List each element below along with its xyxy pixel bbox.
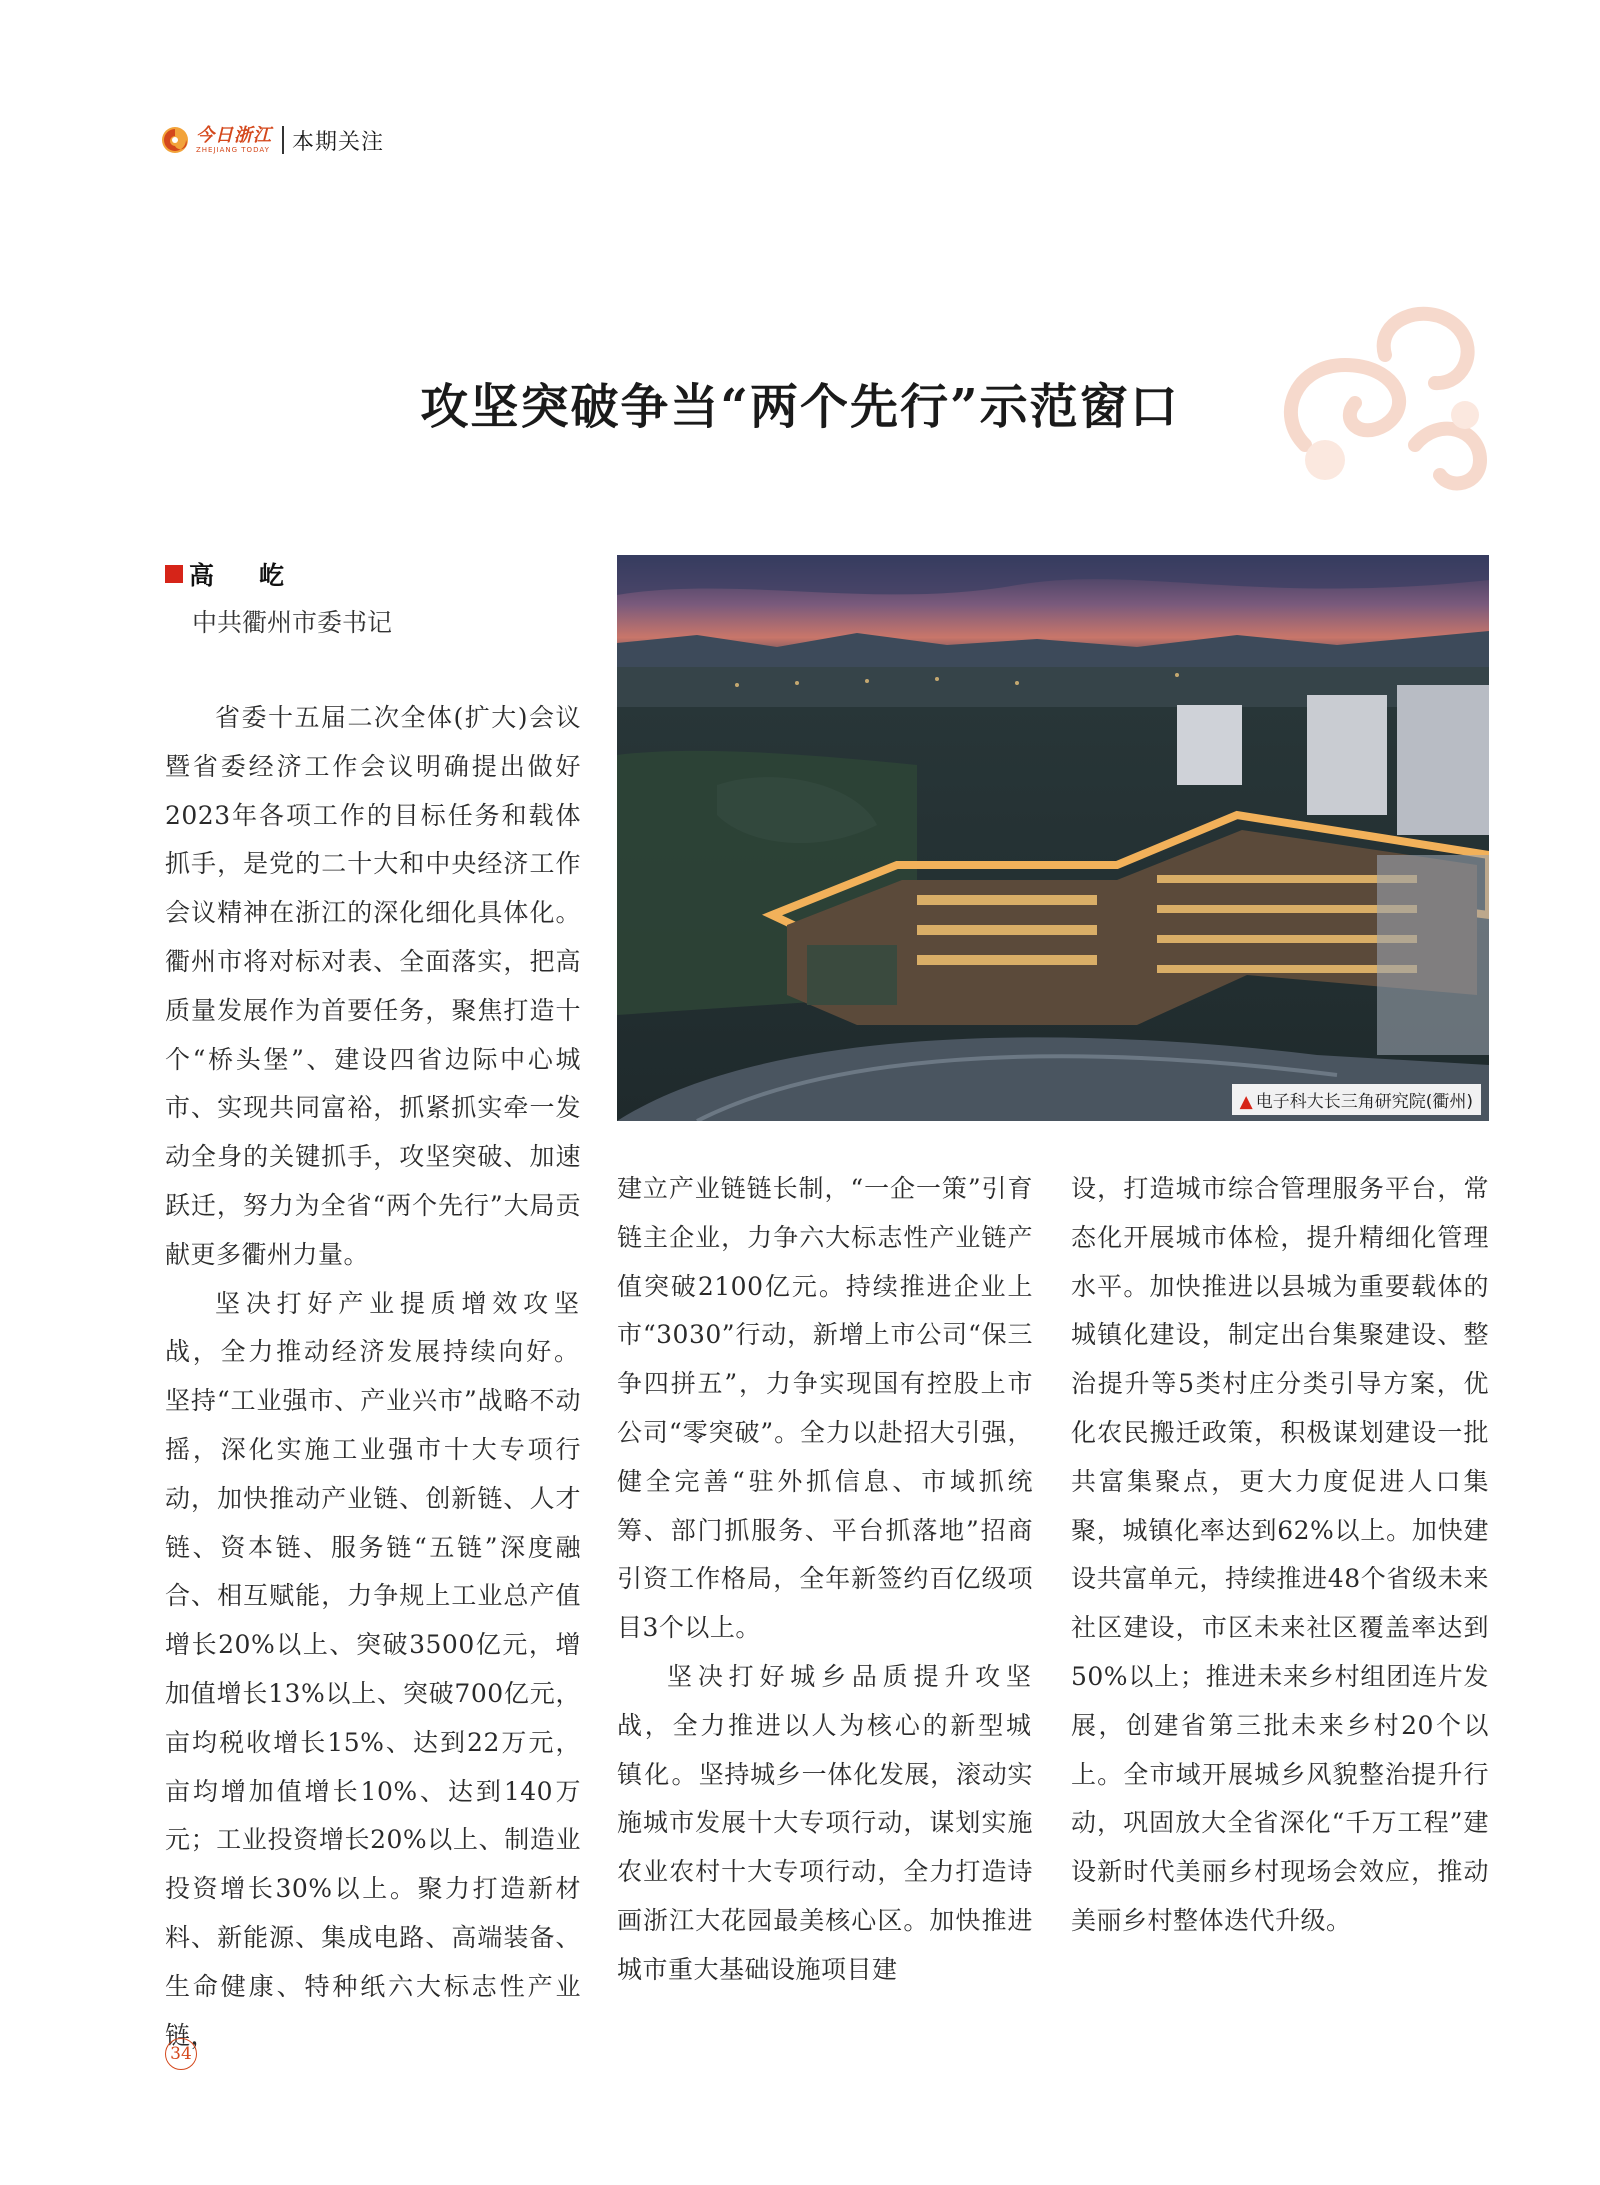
night-campus-illustration: [617, 555, 1489, 1121]
logo-chinese-text: 今日浙江: [196, 124, 272, 146]
paragraph: [617, 1653, 1033, 1995]
logo-english-text: ZHEJIANG TODAY: [196, 145, 270, 154]
text-column-1: [165, 694, 581, 2060]
zhejiang-today-logo: [160, 125, 272, 155]
paragraph-lead: 坚决打好产业提质增效攻坚战，全力推动经济发展持续向好。: [165, 1288, 581, 1367]
paragraph-lead: 坚决打好城乡品质提升攻坚战，全力推进以人为核心的新型城镇化。: [617, 1661, 1033, 1789]
paragraph: 设，打造城市综合管理服务平台，常态化开展城市体检，提升精细化管理水平。加快推进以县城为重要载体的城镇化建设，制定出台集聚建设、整治提升等5类村庄分类引导方案，优化农民搬迁政策，积极谋划建设一批共富集聚点，更大力度促进人口集聚，城镇化率达到62%以上。加快建设共富单元，持续推进48个省级未来社区建设，市区未来社区覆盖率达到50%以上；推进未来乡村组团连片发展，创建省第三批未来乡村20个以上。全市域开展城乡风貌整治提升行动，巩固放大全省深化“千万工程”建设新时代美丽乡村现场会效应，推动美丽乡村整体迭代升级。: [1071, 1174, 1489, 1935]
logo-swirl-icon: [160, 125, 190, 155]
paragraph: [165, 1280, 581, 2061]
author-line: [165, 556, 294, 592]
paragraph-body: 坚持城乡一体化发展，滚动实施城市发展十大专项行动，谋划实施农业农村十大专项行动，全力打造诗画浙江大花园最美核心区。加快推进城市重大基础设施项目建: [617, 1759, 1033, 1984]
text-column-3: [1071, 1165, 1489, 1946]
page-header: [160, 120, 384, 160]
research-institute-photo: [617, 555, 1489, 1121]
paragraph-body: 坚持“工业强市、产业兴市”战略不动摇，深化实施工业强市十大专项行动，加快推动产业链、创新链、人才链、资本链、服务链“五链”深度融合、相互赋能，力争规上工业总产值增长20%以上、突破3500亿元，增加值增长13%以上、突破700亿元，亩均税收增长15%、达到22万元，亩均增加值增长10%、达到140万元；工业投资增长20%以上、制造业投资增长30%以上。聚力打造新材料、新能源、集成电路、高端装备、生命健康、特种纸六大标志性产业链，: [165, 1386, 581, 2050]
section-label: 本期关注: [292, 129, 385, 155]
photo-caption-text: 电子科大长三角研究院(衢州): [1255, 1092, 1473, 1112]
red-triangle-icon: ▲: [1239, 1092, 1253, 1112]
article-title: 攻坚突破争当“两个先行”示范窗口: [420, 379, 1180, 435]
author-name: 高 屹: [189, 561, 295, 590]
header-divider: [282, 126, 284, 154]
paragraph: 建立产业链链长制，“一企一策”引育链主企业，力争六大标志性产业链产值突破2100亿元。持续推进企业上市“3030”行动，新增上市公司“保三争四拼五”，力争实现国有控股上市公司“零突破”。全力以赴招大引强，健全完善“驻外抓信息、市域抓统筹、部门抓服务、平台抓落地”招商引资工作格局，全年新签约百亿级项目3个以上。: [617, 1174, 1033, 1643]
photo-caption: [1232, 1084, 1481, 1115]
author-role: 中共衢州市委书记: [192, 608, 393, 637]
page-number: 34: [165, 2038, 197, 2070]
text-column-2: [617, 1165, 1033, 1995]
paragraph: 省委十五届二次全体(扩大)会议暨省委经济工作会议明确提出做好2023年各项工作的目标任务和载体抓手，是党的二十大和中央经济工作会议精神在浙江的深化细化具体化。衢州市将对标对表、全面落实，把高质量发展作为首要任务，聚焦打造十个“桥头堡”、建设四省边际中心城市、实现共同富裕，抓紧抓实牵一发动全身的关键抓手，攻坚突破、加速跃迁，努力为全省“两个先行”大局贡献更多衢州力量。: [165, 703, 581, 1269]
red-square-marker: [165, 565, 183, 583]
